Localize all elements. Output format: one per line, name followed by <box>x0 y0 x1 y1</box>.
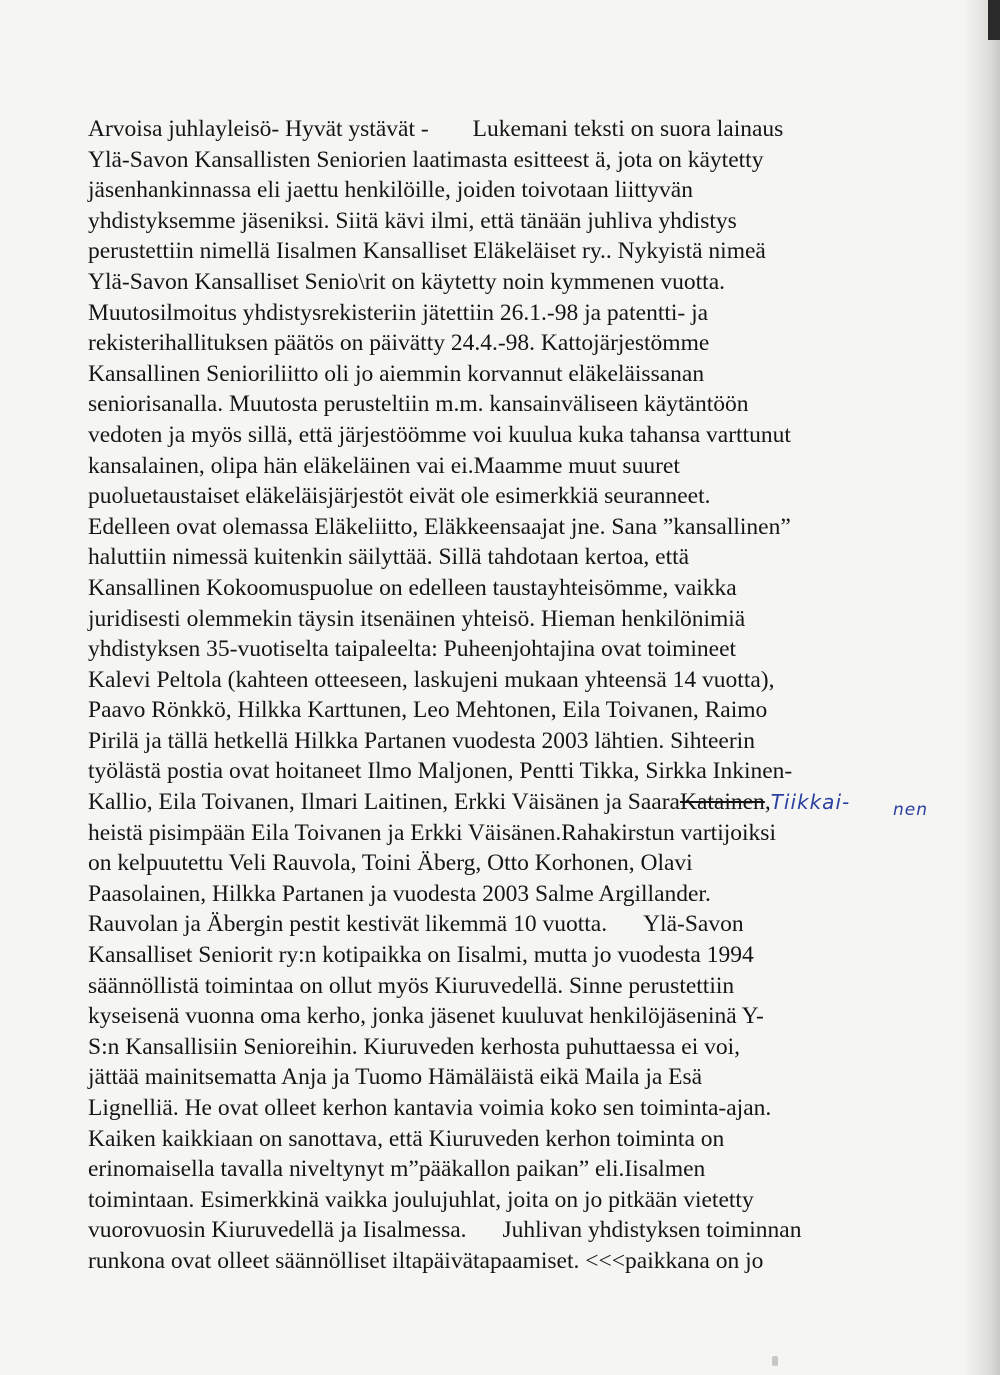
text-line: juridisesti olemmekin täysin itsenäinen yhteisö. Hieman henkilönimiä <box>88 605 746 632</box>
scanner-edge-mark <box>988 0 1000 40</box>
text-line: yhdistyksemme jäseniksi. Siitä kävi ilmi, että tänään juhliva yhdistys <box>88 207 737 234</box>
text-line: perustettiin nimellä Iisalmen Kansalliset Eläkeläiset ry.. Nykyistä nimeä <box>88 238 766 265</box>
text-line: heistä pisimpään Eila Toivanen ja Erkki Väisänen.Rahakirstun vartijoiksi <box>88 819 776 846</box>
text-line: Kansallinen Senioriliitto oli jo aiemmin korvannut eläkeläissanan <box>88 360 705 387</box>
text-line: S:n Kansallisiin Senioreihin. Kiuruveden kerhosta puhuttaessa ei voi, <box>88 1033 741 1060</box>
text-line: on kelpuutettu Veli Rauvola, Toini Äberg, Otto Korhonen, Olavi <box>88 850 693 877</box>
text-line: toimintaan. Esimerkkinä vaikka joulujuhlat, joita on jo pitkään vietetty <box>88 1186 754 1213</box>
text-line: yhdistyksen 35-vuotiselta taipaleelta: Puheenjohtajina ovat toimineet <box>88 636 737 663</box>
text-line: kyseisenä vuonna oma kerho, jonka jäsenet kuuluvat henkilöjäseninä Y- <box>88 1003 764 1030</box>
handwritten-suffix: nen <box>893 800 929 820</box>
text-line: Pirilä ja tällä hetkellä Hilkka Partanen vuodesta 2003 lähtien. Sihteerin <box>88 727 755 754</box>
text-line: jäsenhankinnassa eli jaettu henkilöille, joiden toivotaan liittyvän <box>88 177 693 204</box>
text-line: Kalevi Peltola (kahteen otteeseen, laskujeni mukaan yhteensä 14 vuotta), <box>88 666 775 693</box>
text-line: Kansallinen Kokoomuspuolue on edelleen taustayhteisömme, vaikka <box>88 574 737 601</box>
text-line: vedoten ja myös sillä, että järjestöömme voi kuulua kuka tahansa varttunut <box>88 421 791 448</box>
page-edge-shadow <box>964 0 1000 1375</box>
text-line: jättää mainitsematta Anja ja Tuomo Hämäläistä eikä Maila ja Esä <box>88 1064 703 1091</box>
text-line: haluttiin nimessä kuitenkin säilyttää. Sillä tahdotaan kertoa, että <box>88 544 690 571</box>
struck-out-name: Katainen <box>679 789 765 816</box>
text-line: Paavo Rönkkö, Hilkka Karttunen, Leo Mehtonen, Eila Toivanen, Raimo <box>88 697 768 724</box>
text-line: Ylä-Savon Kansallisten Seniorien laatimasta esitteest ä, jota on käytetty <box>88 146 764 173</box>
text-line: Kansalliset Seniorit ry:n kotipaikka on Iisalmi, mutta jo vuodesta 1994 <box>88 942 754 969</box>
text-line: Edelleen ovat olemassa Eläkeliitto, Eläkkeensaajat jne. Sana ”kansallinen” <box>88 513 791 540</box>
text-line: kansalainen, olipa hän eläkeläinen vai ei.Maamme muut suuret <box>88 452 680 479</box>
text-line: rekisterihallituksen päätös on päivätty 24.4.-98. Kattojärjestömme <box>88 330 710 357</box>
text-line: seniorisanalla. Muutosta perusteltiin m.m. kansainväliseen käytäntöön <box>88 391 749 418</box>
text-line: Ylä-Savon Kansalliset Senio\rit on käytetty noin kymmenen vuotta. <box>88 268 726 295</box>
text-line: runkona ovat olleet säännölliset iltapäivätapaamiset. <<<paikkana on jo <box>88 1247 764 1274</box>
text-line: Muutosilmoitus yhdistysrekisteriin jätettiin 26.1.-98 ja patentti- ja <box>88 299 709 326</box>
text-line: Arvoisa juhlayleisö- Hyvät ystävät - Lukemani teksti on suora lainaus <box>88 116 784 142</box>
text-line: työlästä postia ovat hoitaneet Ilmo Maljonen, Pentti Tikka, Sirkka Inkinen- <box>88 758 793 785</box>
text-line: vuorovuosin Kiuruvedellä ja Iisalmessa. Juhlivan yhdistyksen toiminnan <box>88 1217 802 1244</box>
text-line: Paasolainen, Hilkka Partanen ja vuodesta 2003 Salme Argillander. <box>88 880 711 907</box>
text-line: puoluetaustaiset eläkeläisjärjestöt eivät ole esimerkkiä seuranneet. <box>88 483 711 510</box>
text-line: Kaiken kaikkiaan on sanottava, että Kiuruveden kerhon toiminta on <box>88 1125 725 1152</box>
speech-text <box>88 114 878 1277</box>
handwritten-correction: Tiikkai- <box>770 790 851 815</box>
text-line: säännöllistä toimintaa on ollut myös Kiuruvedellä. Sinne perustettiin <box>88 972 735 999</box>
text-line: Kallio, Eila Toivanen, Ilmari Laitinen, Erkki Väisänen ja SaaraKatainen,Tiikkai- <box>88 789 851 816</box>
text-line: Rauvolan ja Äbergin pestit kestivät likemmä 10 vuotta. Ylä-Savon <box>88 911 744 938</box>
text-line: erinomaisella tavalla niveltynyt m”pääkallon paikan” eli.Iisalmen <box>88 1156 706 1183</box>
scan-speck <box>772 1356 778 1366</box>
text-line: Lignelliä. He ovat olleet kerhon kantavia voimia koko sen toiminta-ajan. <box>88 1095 772 1121</box>
